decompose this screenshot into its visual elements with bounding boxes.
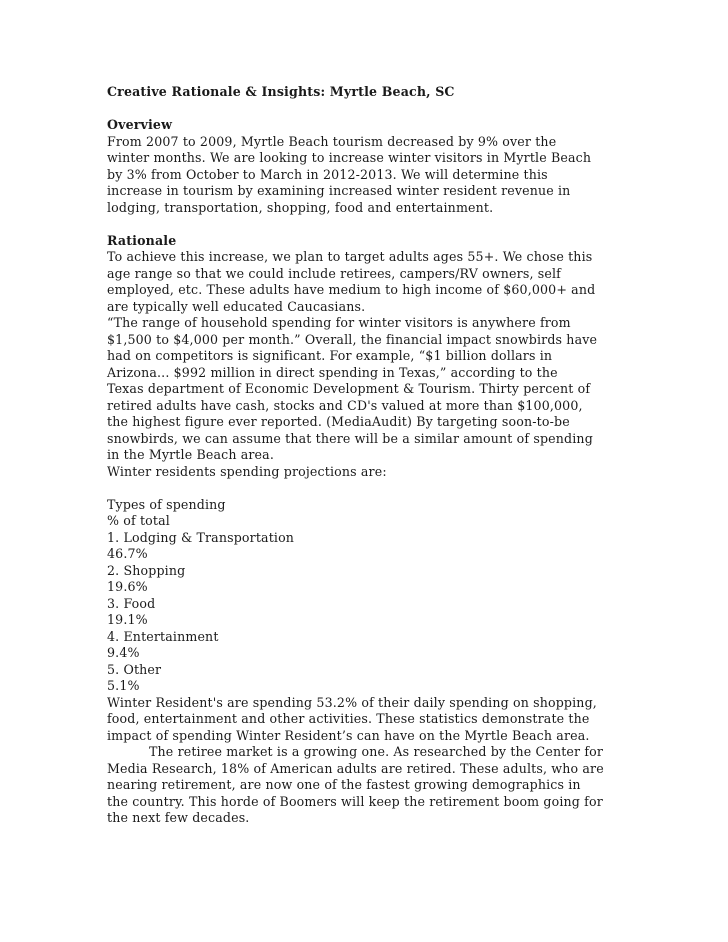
spending-type: 5. Other	[107, 661, 162, 677]
closing-line: food, entertainment and other activities. These statistics demonstrate the	[107, 711, 590, 726]
overview-line: by 3% from October to March in 2012-2013. We will determine this	[107, 166, 548, 182]
overview-line: From 2007 to 2009, Myrtle Beach tourism decreased by 9% over the	[107, 133, 557, 149]
spending-pct: 46.7%	[107, 546, 148, 561]
rationale-line: $1,500 to $4,000 per month.” Overall, the financial impact snowbirds have	[107, 331, 598, 347]
spending-pct: 5.1%	[107, 678, 140, 693]
document-title: Creative Rationale & Insights: Myrtle Beach, SC	[107, 84, 455, 99]
closing-line: the next few decades.	[107, 810, 250, 825]
spending-pct: 9.4%	[107, 645, 140, 660]
closing-line: nearing retirement, are now one of the fastest growing demographics in	[107, 777, 581, 792]
spending-type: 1. Lodging & Transportation	[107, 529, 295, 545]
rationale-line: employed, etc. These adults have medium to high income of $60,000+ and	[107, 282, 596, 297]
rationale-heading: Rationale	[107, 232, 177, 248]
spending-header-pct: % of total	[107, 513, 170, 528]
overview-line: increase in tourism by examining increased winter resident revenue in	[107, 183, 571, 198]
overview-line: lodging, transportation, shopping, food and entertainment.	[107, 199, 494, 215]
closing-line: Winter Resident's are spending 53.2% of their daily spending on shopping,	[107, 694, 597, 710]
rationale-line: the highest figure ever reported. (MediaAudit) By targeting soon-to-be	[107, 414, 570, 429]
closing-indented-line: The retiree market is a growing one. As researched by the Center for	[149, 744, 604, 759]
spending-type: 2. Shopping	[107, 562, 186, 578]
rationale-line: “The range of household spending for winter visitors is anywhere from	[107, 315, 571, 330]
spending-pct: 19.6%	[107, 579, 148, 594]
rationale-line: Arizona... $992 million in direct spending in Texas,” according to the	[107, 364, 558, 380]
rationale-line: are typically well educated Caucasians.	[107, 298, 366, 314]
spending-type: 4. Entertainment	[107, 628, 219, 644]
rationale-line: retired adults have cash, stocks and CD's valued at more than $100,000,	[107, 397, 583, 413]
rationale-line: in the Myrtle Beach area.	[107, 447, 274, 462]
document-page	[107, 84, 627, 827]
rationale-line: snowbirds, we can assume that there will be a similar amount of spending	[107, 430, 593, 446]
rationale-line: age range so that we could include retirees, campers/RV owners, self	[107, 265, 561, 281]
closing-line: Media Research, 18% of American adults are retired. These adults, who are	[107, 760, 604, 776]
overview-line: winter months. We are looking to increase winter visitors in Myrtle Beach	[107, 150, 592, 165]
rationale-line: had on competitors is significant. For example, “$1 billion dollars in	[107, 348, 553, 363]
spacer	[107, 101, 627, 118]
rationale-line: Texas department of Economic Development & Tourism. Thirty percent of	[107, 381, 591, 396]
spending-type: 3. Food	[107, 595, 156, 611]
spending-header-type: Types of spending	[107, 496, 226, 512]
closing-line: impact of spending Winter Resident’s can have on the Myrtle Beach area.	[107, 727, 590, 743]
overview-heading: Overview	[107, 117, 173, 132]
rationale-line: To achieve this increase, we plan to target adults ages 55+. We chose this	[107, 249, 593, 264]
closing-line: the country. This horde of Boomers will keep the retirement boom going for	[107, 793, 603, 809]
rationale-line: Winter residents spending projections are:	[107, 463, 387, 479]
spacer	[107, 480, 627, 497]
spending-table	[107, 497, 627, 695]
spacer	[107, 216, 627, 233]
spending-pct: 19.1%	[107, 612, 148, 627]
